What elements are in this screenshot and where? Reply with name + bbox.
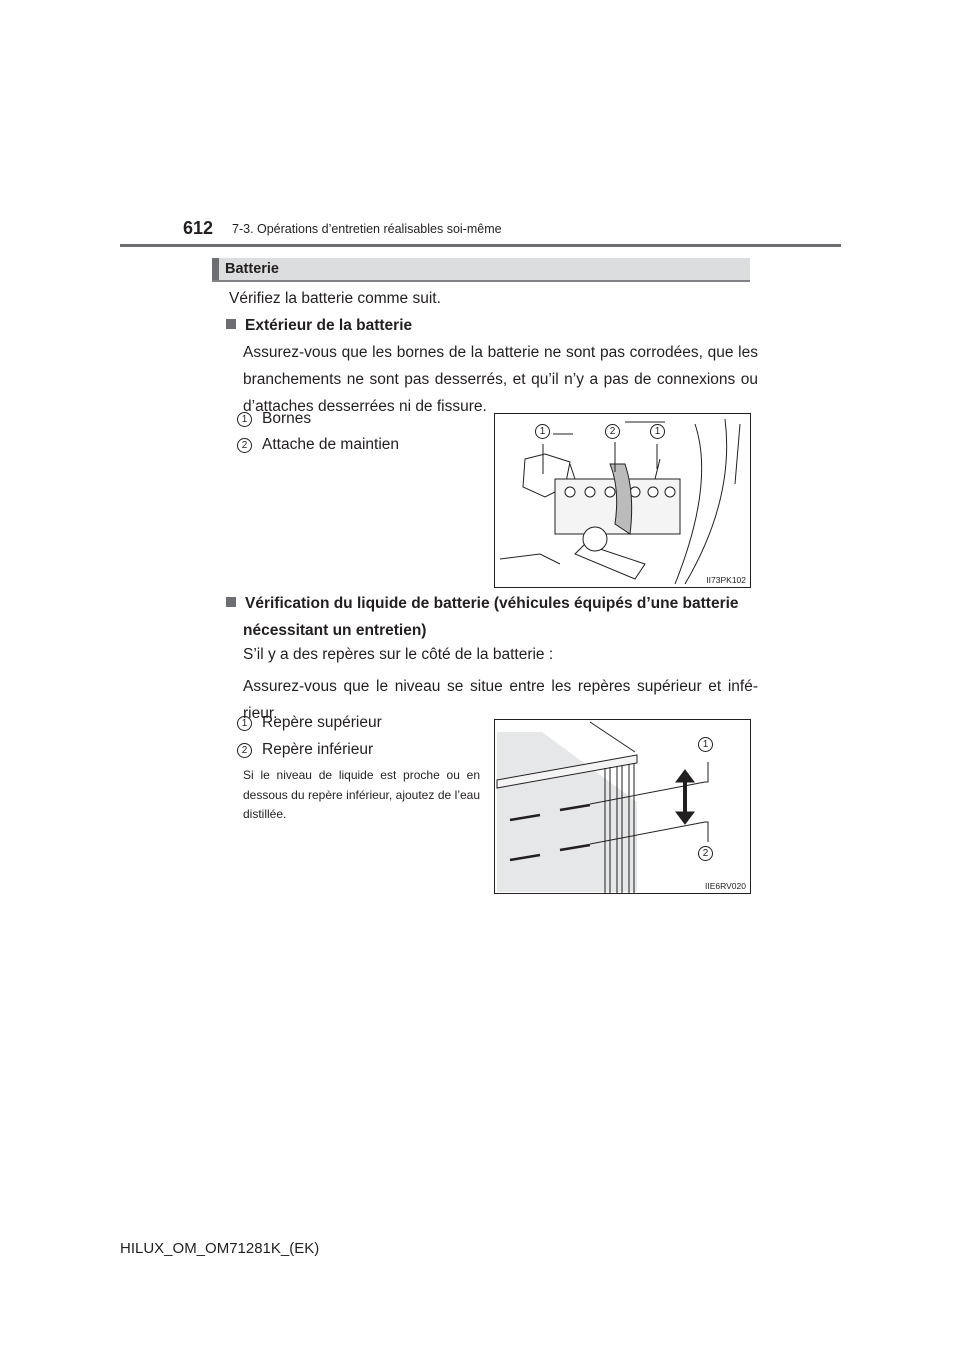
page-number: 612 (183, 218, 214, 238)
legend-label: Bornes (262, 410, 312, 427)
fluid-heading-line1: Vérification du liquide de batterie (véhicules équipés d’une batterie (245, 595, 739, 612)
fluid-text1: S’il y a des repères sur le côté de la batterie : (243, 646, 554, 663)
figure-code: IIE6RV020 (705, 881, 746, 891)
footer-code: HILUX_OM_OM71281K_(EK) (120, 1240, 320, 1257)
section-title: Batterie (225, 261, 279, 277)
intro-text: Vérifiez la batterie comme suit. (229, 290, 441, 307)
legend-label: Repère supérieur (262, 714, 382, 731)
figure-callout: 1 (650, 424, 665, 439)
bullet-icon (226, 597, 236, 607)
bullet-icon (226, 319, 236, 329)
fluid-note: Si le niveau de liquide est proche ou en dessous du repère inférieur, ajoutez de l’eau distillée. (243, 768, 480, 821)
battery-terminals-figure (494, 413, 751, 588)
legend-item (237, 405, 311, 432)
callout-number: 2 (237, 438, 252, 453)
figure-callout: 2 (698, 846, 713, 861)
callout-number: 2 (237, 743, 252, 758)
figure-code: II73PK102 (706, 575, 746, 585)
figure-callout: 1 (535, 424, 550, 439)
legend-label: Attache de maintien (262, 436, 400, 453)
figure-callout: 1 (698, 737, 713, 752)
callout-number: 1 (237, 412, 252, 427)
fluid-heading (226, 590, 758, 644)
exterior-heading (226, 312, 412, 339)
section-header: 7-3. Opérations d’entretien réalisables soi-même (232, 222, 502, 236)
battery-illustration (495, 414, 750, 587)
exterior-text: Assurez-vous que les bornes de la batterie ne sont pas corrodées, que les branchements ne sont pas desserrés, et qu’il n’y a pas de connexions ou d’attaches desserrées ni de fissure. (243, 344, 758, 415)
fluid-level-figure (494, 719, 751, 894)
callout-number: 1 (237, 716, 252, 731)
exterior-heading-text: Extérieur de la batterie (245, 317, 413, 334)
legend-item (237, 709, 382, 736)
legend-item (237, 431, 399, 458)
section-title-bar (212, 258, 750, 282)
fluid-heading-line2: nécessitant un entretien) (243, 622, 427, 639)
header-rule (120, 244, 841, 247)
figure-callout: 2 (605, 424, 620, 439)
legend-item (237, 736, 373, 763)
fluid-text2: Assurez-vous que le niveau se situe entre les repères supérieur et infé-rieur. (243, 678, 758, 722)
legend-label: Repère inférieur (262, 741, 374, 758)
